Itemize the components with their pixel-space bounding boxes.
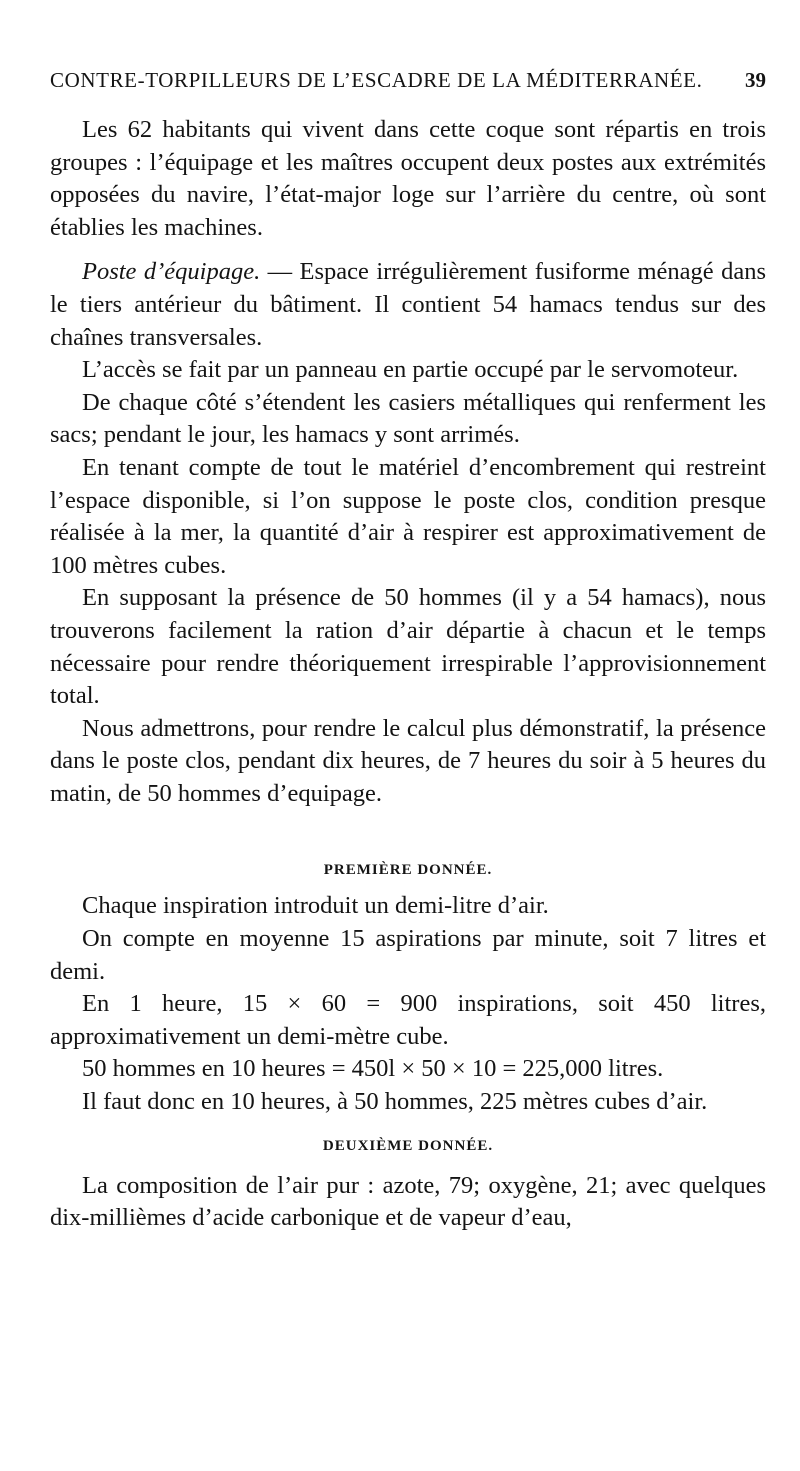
book-page xyxy=(50,58,766,1235)
paragraph-habitants: Les 62 habitants qui vivent dans cette coque sont répartis en trois groupes : l’équipage et les maîtres occupent deux postes aux extrémités opposées du navire, l’état-major loge sur l’arrière du centre, où sont établies les machines. xyxy=(50,116,766,241)
section-heading-deuxieme-donnee: DEUXIÈME DONNÉE. xyxy=(322,1137,494,1154)
paragraph-inspiration: Chaque inspiration introduit un demi-litre d’air. xyxy=(82,892,549,920)
paragraph-ration-air: En supposant la présence de 50 hommes (il y a 54 hamacs), nous trouverons facilement la ration d’air départie à chacun et le temps nécessaire pour rendre théoriquement irrespirable l’approvisionnement total. xyxy=(50,584,766,710)
paragraph-conclusion: Il faut donc en 10 heures, à 50 hommes, 225 mètres cubes d’air. xyxy=(82,1088,708,1116)
paragraph-aspirations: On compte en moyenne 15 aspirations par minute, soit 7 litres et demi. xyxy=(50,925,766,985)
section-heading-premiere-donnee: PREMIÈRE DONNÉE. xyxy=(323,862,493,879)
paragraph-casiers: De chaque côté s’étendent les casiers métalliques qui renferment les sacs; pendant le jour, les hamacs y sont arrimés. xyxy=(50,388,766,449)
page-number: 39 xyxy=(745,68,766,92)
paragraph-espace-disponible: En tenant compte de tout le matériel d’encombrement qui restreint l’espace disponible, si l’on suppose le poste clos, condition presque réalisée à la mer, la quantité d’air à respirer est approximativement de 100 mètres cubes. xyxy=(50,453,766,579)
run-in-heading: Poste d’équipage. xyxy=(82,258,261,286)
paragraph-composition-air: La composition de l’air pur : azote, 79; oxygène, 21; avec quelques dix-millièmes d’acide carbonique et de vapeur d’eau, xyxy=(50,1171,766,1232)
paragraph-hypothese: Nous admettrons, pour rendre le calcul plus démonstratif, la présence dans le poste clos, pendant dix heures, de 7 heures du soir à 5 heures du matin, de 50 hommes d’equipage. xyxy=(50,714,766,807)
running-title: CONTRE-TORPILLEURS DE L’ESCADRE DE LA MÉDITERRANÉE. xyxy=(50,68,703,92)
paragraph-calcul-heure: En 1 heure, 15 × 60 = 900 inspirations, soit 450 litres, approximativement un demi-mètre cube. xyxy=(50,990,766,1050)
paragraph-calcul-total: 50 hommes en 10 heures = 450l × 50 × 10 = 225,000 litres. xyxy=(82,1055,664,1083)
paragraph-acces: L’accès se fait par un panneau en partie occupé par le servomoteur. xyxy=(82,356,739,384)
paragraph-poste-equipage-text: — Espace irrégulièrement fusiforme ménagé dans le tiers antérieur du bâtiment. Il contient 54 hamacs tendus sur des chaînes transversales. xyxy=(50,258,766,351)
paragraph-poste-equipage xyxy=(50,256,766,354)
running-header xyxy=(50,58,766,102)
